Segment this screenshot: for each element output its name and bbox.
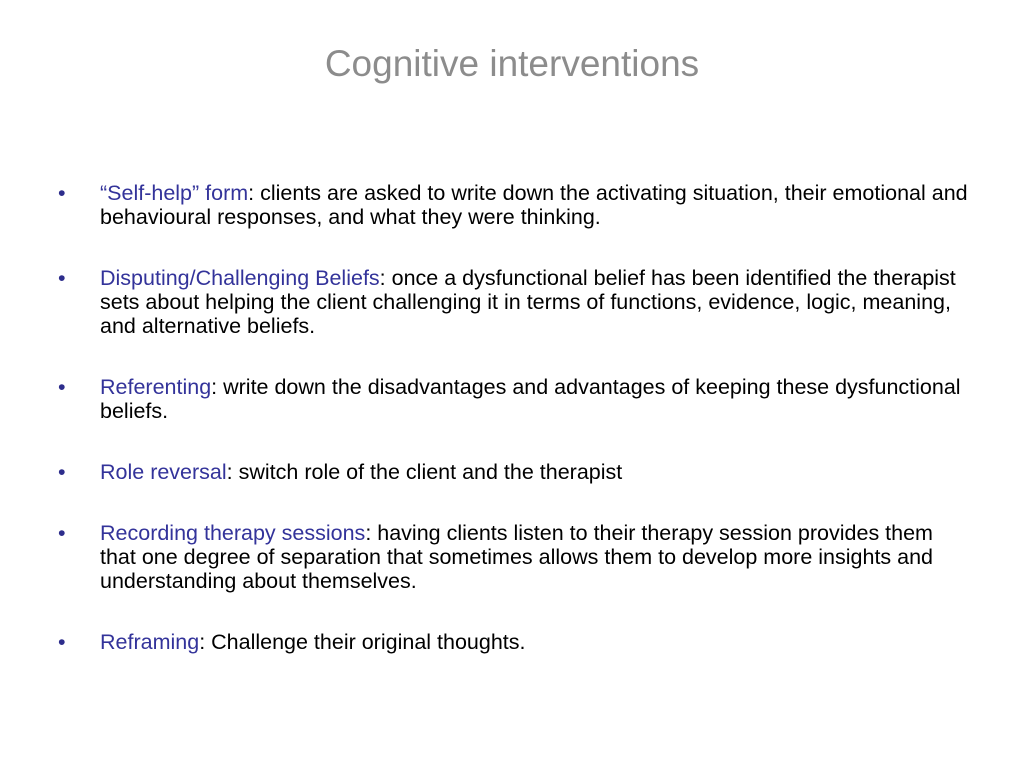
list-item: [58, 181, 968, 229]
item-description: : having clients listen to their therapy session provides them that one degree of separation that sometimes allows them to develop more insights and understanding about themselves.: [100, 521, 934, 593]
item-description: : write down the disadvantages and advantages of keeping these dysfunctional beliefs.: [100, 375, 961, 423]
list-item: [58, 521, 968, 593]
bullet-icon: •: [58, 460, 66, 484]
bullet-icon: •: [58, 521, 66, 545]
bullet-icon: •: [58, 266, 66, 290]
item-term: Recording therapy sessions: [100, 521, 366, 545]
item-description: : switch role of the client and the therapist: [226, 460, 623, 484]
item-term: Disputing/Challenging Beliefs: [100, 266, 380, 290]
bullet-list: [58, 181, 968, 691]
bullet-icon: •: [58, 630, 66, 654]
bullet-icon: •: [58, 375, 66, 399]
item-term: Reframing: [100, 630, 200, 654]
item-term: Referenting: [100, 375, 212, 399]
item-description: : clients are asked to write down the activating situation, their emotional and behavioural responses, and what they were thinking.: [100, 181, 968, 229]
slide-title: Cognitive interventions: [324, 43, 700, 84]
item-description: : Challenge their original thoughts.: [199, 630, 526, 654]
item-term: Role reversal: [100, 460, 227, 484]
list-item: [58, 630, 968, 654]
item-description: : once a dysfunctional belief has been identified the therapist sets about helping the client challenging it in terms of functions, evidence, logic, meaning, and alternative beliefs.: [100, 266, 956, 338]
list-item: [58, 266, 968, 338]
item-term: “Self-help” form: [100, 181, 249, 205]
bullet-icon: •: [58, 181, 66, 205]
list-item: [58, 460, 968, 484]
list-item: [58, 375, 968, 423]
